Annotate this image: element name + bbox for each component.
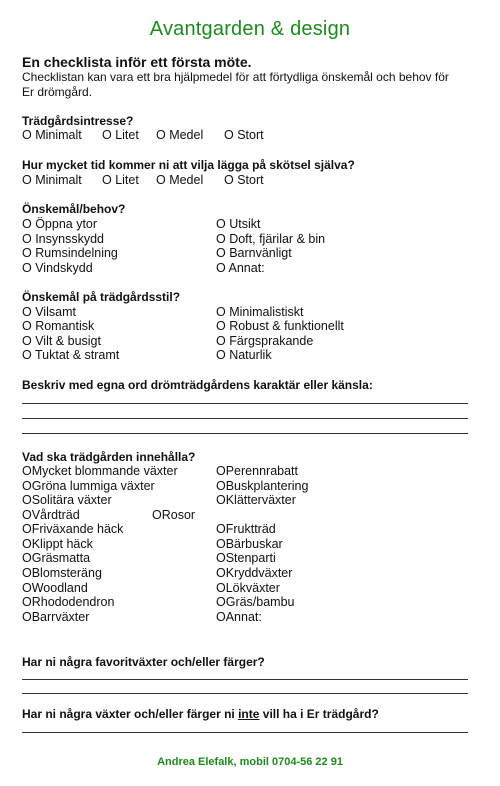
- interest-option-medium[interactable]: O Medel: [156, 128, 204, 142]
- answer-line[interactable]: [22, 732, 468, 733]
- contents-option[interactable]: OStenparti: [216, 551, 276, 565]
- contents-option[interactable]: OAnnat:: [216, 610, 262, 624]
- contents-option[interactable]: ORosor: [152, 508, 196, 522]
- contents-option[interactable]: OVårdträd: [22, 508, 80, 522]
- contents-option[interactable]: OKlippt häck: [22, 537, 93, 551]
- needs-option[interactable]: O Utsikt: [216, 217, 261, 231]
- contents-option[interactable]: OBuskplantering: [216, 479, 309, 493]
- contents-option[interactable]: OSolitära växter: [22, 493, 112, 507]
- contact-footer: Andrea Elefalk, mobil 0704-56 22 91: [157, 756, 343, 768]
- needs-option[interactable]: O Öppna ytor: [22, 217, 98, 231]
- contents-option[interactable]: OKlätterväxter: [216, 493, 296, 507]
- contents-option[interactable]: OFriväxande häck: [22, 522, 124, 536]
- contents-option[interactable]: OGräsmatta: [22, 551, 91, 565]
- page-title: Avantgarden & design: [149, 18, 351, 40]
- needs-option[interactable]: O Insynsskydd: [22, 232, 104, 246]
- answer-line[interactable]: [22, 403, 468, 404]
- contents-option[interactable]: OLökväxter: [216, 581, 280, 595]
- answer-line[interactable]: [22, 418, 468, 419]
- interest-option-small[interactable]: O Litet: [102, 128, 139, 142]
- style-option[interactable]: O Romantisk: [22, 319, 95, 333]
- style-option[interactable]: O Naturlik: [216, 348, 272, 362]
- question-maintenance-time: Hur mycket tid kommer ni att vilja lägga på skötsel själva?: [22, 158, 355, 172]
- intro-text: Checklistan kan vara ett bra hjälpmedel för att förtydliga önskemål och behov för Er drömgård.: [22, 70, 449, 99]
- unwanted-label-emphasis: inte: [238, 707, 260, 721]
- checklist-heading: En checklista inför ett första möte.: [22, 54, 252, 70]
- interest-option-large[interactable]: O Stort: [224, 128, 264, 142]
- needs-option[interactable]: O Barnvänligt: [216, 246, 292, 260]
- needs-option[interactable]: O Annat:: [216, 261, 265, 275]
- question-favorites: Har ni några favoritväxter och/eller färger?: [22, 655, 265, 669]
- needs-option[interactable]: O Vindskydd: [22, 261, 93, 275]
- answer-line[interactable]: [22, 433, 468, 434]
- contents-option[interactable]: OGröna lummiga växter: [22, 479, 155, 493]
- contents-option[interactable]: OPerennrabatt: [216, 464, 298, 478]
- question-garden-style: Önskemål på trädgårdsstil?: [22, 290, 181, 304]
- question-unwanted: [22, 707, 379, 721]
- contents-option[interactable]: OGräs/bambu: [216, 595, 295, 609]
- style-option[interactable]: O Färgsprakande: [216, 334, 314, 348]
- question-interest: Trädgårdsintresse?: [22, 114, 134, 128]
- question-describe: Beskriv med egna ord drömträdgårdens karaktär eller känsla:: [22, 378, 373, 392]
- time-option-medium[interactable]: O Medel: [156, 173, 204, 187]
- style-option[interactable]: O Robust & funktionellt: [216, 319, 344, 333]
- style-option[interactable]: O Vilsamt: [22, 305, 76, 319]
- style-option[interactable]: O Minimalistiskt: [216, 305, 304, 319]
- contents-option[interactable]: OBärbuskar: [216, 537, 283, 551]
- style-option[interactable]: O Tuktat & stramt: [22, 348, 120, 362]
- question-contents: Vad ska trädgården innehålla?: [22, 450, 196, 464]
- contents-option[interactable]: OBarrväxter: [22, 610, 90, 624]
- needs-option[interactable]: O Doft, fjärilar & bin: [216, 232, 326, 246]
- time-option-large[interactable]: O Stort: [224, 173, 264, 187]
- unwanted-label-start: Har ni några växter och/eller färger ni: [22, 707, 239, 721]
- needs-option[interactable]: O Rumsindelning: [22, 246, 118, 260]
- contents-option[interactable]: OWoodland: [22, 581, 88, 595]
- contents-option[interactable]: ORhododendron: [22, 595, 115, 609]
- contents-option[interactable]: OMycket blommande växter: [22, 464, 178, 478]
- contents-option[interactable]: OBlomsteräng: [22, 566, 102, 580]
- answer-line[interactable]: [22, 679, 468, 680]
- contents-option[interactable]: OFruktträd: [216, 522, 276, 536]
- contents-option[interactable]: OKryddväxter: [216, 566, 293, 580]
- style-option[interactable]: O Vilt & busigt: [22, 334, 101, 348]
- question-needs: Önskemål/behov?: [22, 202, 126, 216]
- time-option-small[interactable]: O Litet: [102, 173, 139, 187]
- time-option-minimal[interactable]: O Minimalt: [22, 173, 82, 187]
- unwanted-label-end: vill ha i Er trädgård?: [259, 707, 379, 721]
- answer-line[interactable]: [22, 693, 468, 694]
- interest-option-minimal[interactable]: O Minimalt: [22, 128, 82, 142]
